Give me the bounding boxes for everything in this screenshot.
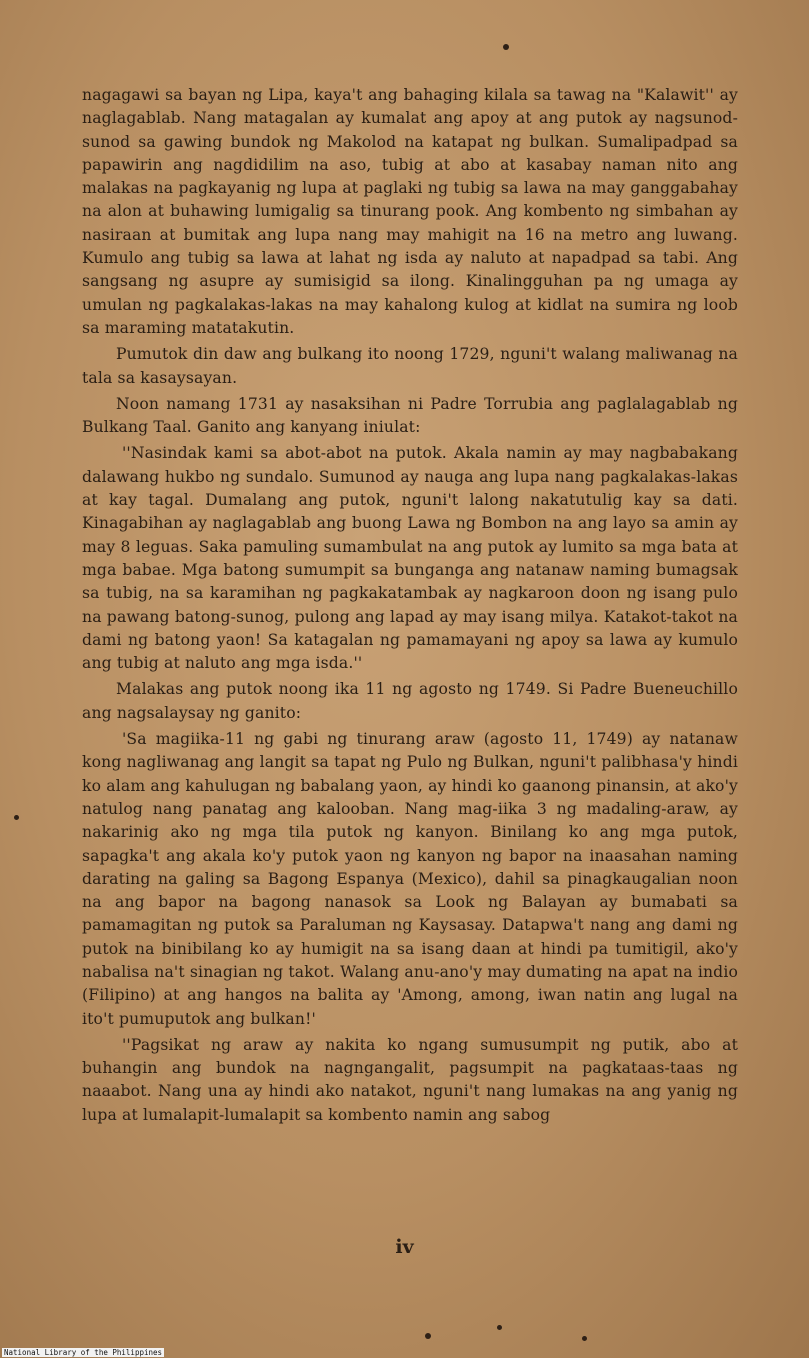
paragraph: Noon namang 1731 ay nasaksihan ni Padre Torrubia ang paglalagablab ng Bulkang Taal. Ganito ang kanyang iniulat: <box>82 394 738 437</box>
scan-speck <box>503 44 509 50</box>
scan-speck <box>582 1336 587 1341</box>
scan-speck <box>425 1333 431 1339</box>
quote-paragraph: ''Pagsikat ng araw ay nakita ko ngang sumusumpit ng putik, abo at buhangin ang bundok na nagngangalit, pagsumpit na pagkataas-taas ng naaabot. Nang una ay hindi ako natakot, nguni't nang lumakas na ang yanig ng lupa at lumalapit-lumalapit sa kombento namin ang sabog <box>82 1035 738 1124</box>
page-body <box>82 84 738 1127</box>
scan-speck <box>14 815 19 820</box>
paragraph: nagagawi sa bayan ng Lipa, kaya't ang bahaging kilala sa tawag na "Kalawit'' ay naglagablab. Nang matagalan ay kumalat ang apoy at ang putok ay nagsunod-sunod sa gawing bundok ng Makolod na katapat ng bulkan. Sumalipadpad sa papawirin ang nagdidilim na aso, tubig at abo at kasabay naman nito ang malakas na pagkayanig ng lupa at paglaki ng tubig sa lawa na may ganggabahay na alon at buhawing lumigalig sa tinurang pook. Ang kombento ng simbahan ay nasiraan at bumitak ang lupa nang may mahigit na 16 na metro ang luwang. Kumulo ang tubig sa lawa at lahat ng isda ay naluto at napadpad sa tabi. Ang sangsang ng asupre ay sumisigid sa ilong. Kinalingguhan pa ng umaga ay umulan ng pagkalakas-lakas na may kahalong kulog at kidlat na sumira ng loob sa maraming matatakutin. <box>82 86 738 337</box>
page-number: iv <box>395 1236 414 1258</box>
scan-speck <box>497 1325 502 1330</box>
paragraph: Malakas ang putok noong ika 11 ng agosto ng 1749. Si Padre Bueneuchillo ang nagsalaysay ng ganito: <box>82 680 738 722</box>
paragraph: Pumutok din daw ang bulkang ito noong 1729, nguni't walang maliwanag na tala sa kasaysayan. <box>82 345 738 387</box>
quote-paragraph: 'Sa magiika-11 ng gabi ng tinurang araw (agosto 11, 1749) ay natanaw kong nagliwanag ang langit sa tapat ng Pulo ng Bulkan, nguni't palibhasa'y hindi ko alam ang kahulugan ng babalang yaon, ay hindi ko gaanong pinansin, at ako'y natulog nang panatag ang kalooban. Nang mag-iika 3 ng madaling-araw, ay nakarinig ako ng mga tila putok ng kanyon. Binilang ko ang mga putok, sapagka't ang akala ko'y putok yaon ng kanyon ng bapor na inaasahan naming darating na galing sa Bagong Espanya (Mexico), dahil sa pinagkaugalian noon na ang bapor na bagong nanasok sa Look ng Balayan ay bumabati sa pamamagitan ng putok sa Paraluman ng Kaysasay. Datapwa't nang ang dami ng putok na binibilang ko ay humigit na sa isang daan at hindi pa tumitigil, ako'y nabalisa na't sinagian ng takot. Walang anu-ano'y may dumating na apat na indio (Filipino) at ang hangos na balita ay 'Among, among, iwan natin ang lugal na ito't pumuputok ang bulkan!' <box>82 730 738 1028</box>
library-watermark: National Library of the Philippines <box>4 1348 163 1357</box>
quote-paragraph: ''Nasindak kami sa abot-abot na putok. Akala namin ay may nagbabakang dalawang hukbo ng sundalo. Sumunod ay nauga ang lupa nang pagkalakas-lakas at kay tagal. Dumalang ang putok, nguni't lalong nakatutulig kay sa dati. Kinagabihan ay naglagablab ang buong Lawa ng Bombon na ang layo sa amin ay may 8 leguas. Saka pamuling sumambulat na ang putok ay lumito sa mga bata at mga babae. Mga batong sumumpit sa bunganga ang natanaw naming bumagsak sa tubig, na sa karamihan ng pagkakatambak ay nagkaroon doon ng isang pulo na pawang batong-sunog, pulong ang lapad ay may isang milya. Katakot-takot na dami ng batong yaon! Sa katagalan ng pamamayani ng apoy sa lawa ay kumulo ang tubig at naluto ang mga isda.'' <box>82 444 738 673</box>
